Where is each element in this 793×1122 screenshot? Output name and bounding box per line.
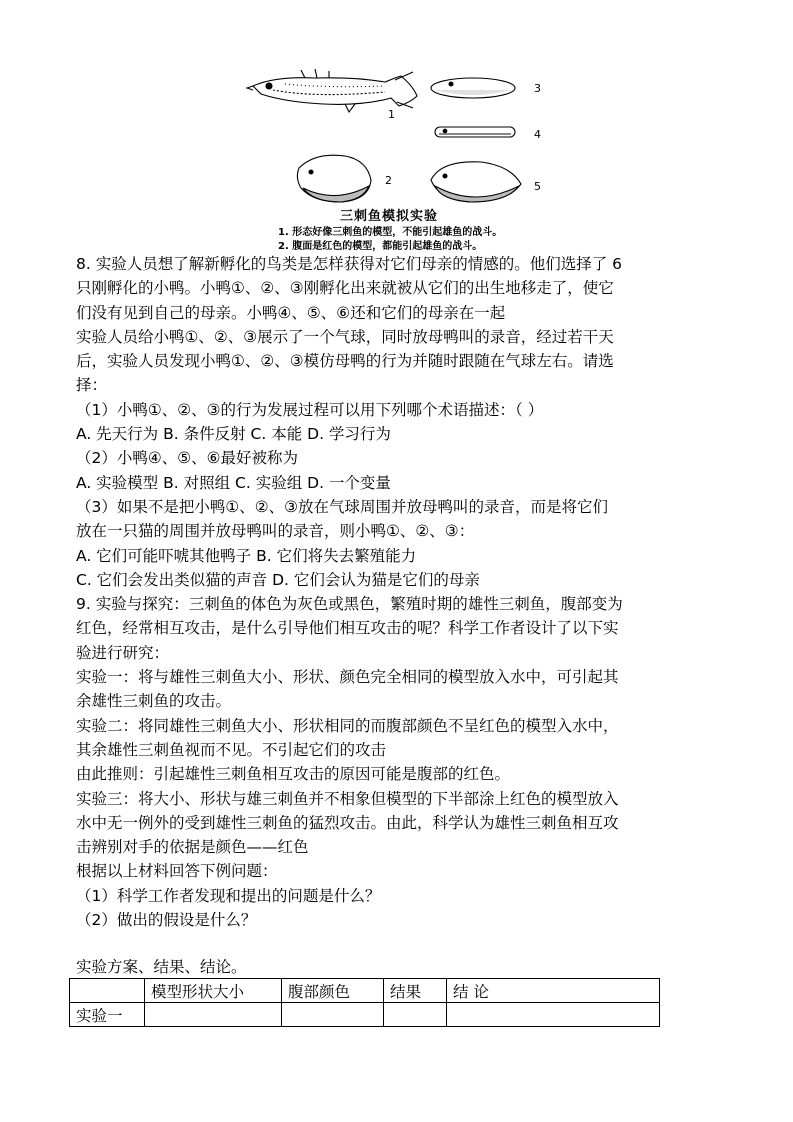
text-line: 击辨别对手的依据是颜色——红色 (76, 838, 309, 857)
text-line: 放在一只猫的周围并放母鸭叫的录音，则小鸭①、②、③： (76, 522, 475, 541)
text-line: 其余雄性三刺鱼视而不见。不引起它们的攻击 (76, 740, 387, 759)
realistic-fish-model (247, 69, 417, 112)
text-line: （1）科学工作者发现和提出的问题是什么？ (76, 886, 381, 905)
teardrop-model-5 (431, 162, 521, 202)
table-header-cell (70, 979, 145, 1003)
text-line: 实验人员给小鸭①、②、③展示了一个气球，同时放母鸭叫的录音，经过若干天 (76, 327, 614, 346)
text-line: A. 实验模型 B. 对照组 C. 实验组 D. 一个变量 (76, 473, 391, 492)
figure-label-2: 2 (385, 174, 392, 187)
text-line: 实验三：将大小、形状与雄三刺鱼并不相象但模型的下半部涂上红色的模型放入 (76, 789, 619, 808)
table-cell[interactable] (145, 1003, 282, 1027)
text-line: （3）如果不是把小鸭①、②、③放在气球周围并放母鸭叫的录音，而是将它们 (76, 497, 609, 516)
text-line: 红色，经常相互攻击，是什么引导他们相互攻击的呢？科学工作者设计了以下实 (76, 619, 619, 638)
text-line: 择： (76, 376, 108, 395)
table-header-cell: 结果 (384, 979, 447, 1003)
text-line: 8. 实验人员想了解新孵化的鸟类是怎样获得对它们母亲的情感的。他们选择了 6 (76, 255, 623, 273)
plan-intro-text: 实验方案、结果、结论。 (76, 958, 247, 976)
table-header-cell: 腹部颜色 (282, 979, 384, 1003)
table-cell[interactable] (447, 1003, 660, 1027)
figure-label-5: 5 (534, 180, 541, 193)
figure-caption-1: 1. 形态好像三刺鱼的模型，不能引起雄鱼的战斗。 (278, 227, 503, 238)
table-cell[interactable] (282, 1003, 384, 1027)
text-line: （2）小鸭④、⑤、⑥最好被称为 (76, 449, 299, 468)
table-row (70, 1003, 660, 1027)
figure-title: 三刺鱼模拟实验 (340, 209, 439, 224)
text-line: 由此推则：引起雄性三刺鱼相互攻击的原因可能是腹部的红色。 (76, 765, 511, 784)
experiment-plan-table (69, 978, 660, 1027)
figure-label-4: 4 (534, 128, 541, 141)
text-line: 实验一：将与雄性三刺鱼大小、形状、颜色完全相同的模型放入水中，可引起其 (76, 668, 619, 687)
figure-label-3: 3 (534, 82, 541, 95)
text-line: 验进行研究： (76, 643, 170, 662)
figure-label-1: 1 (388, 108, 395, 121)
text-line: 9. 实验与探究：三刺鱼的体色为灰色或黑色，繁殖时期的雄性三刺鱼，腹部变为 (76, 595, 623, 614)
text-line: 们没有见到自己的母亲。小鸭④、⑤、⑥还和它们的母亲在一起 (76, 303, 506, 322)
blob-model-2 (297, 155, 371, 202)
rod-model-4 (435, 127, 515, 137)
text-line: 余雄性三刺鱼的攻击。 (76, 692, 232, 711)
figure-caption-2: 2. 腹面是红色的模型，都能引起雄鱼的战斗。 (278, 241, 483, 252)
text-line: （2）做出的假设是什么？ (76, 911, 257, 930)
text-line: A. 先天行为 B. 条件反射 C. 本能 D. 学习行为 (76, 425, 391, 444)
fish-models-illustration (245, 68, 555, 208)
text-line: 水中无一例外的受到雄性三刺鱼的猛烈攻击。由此，科学认为雄性三刺鱼相互攻 (76, 813, 619, 832)
table-header-row (70, 979, 660, 1003)
text-line: A. 它们可能吓唬其他鸭子 B. 它们将失去繁殖能力 (76, 546, 417, 565)
text-line: C. 它们会发出类似猫的声音 D. 它们会认为猫是它们的母亲 (76, 570, 480, 589)
text-line: 根据以上材料回答下例问题： (76, 862, 278, 881)
table-header-cell: 结 论 (447, 979, 660, 1003)
table-cell[interactable] (384, 1003, 447, 1027)
text-line: 后，实验人员发现小鸭①、②、③模仿母鸭的行为并随时跟随在气球左右。请选 (76, 352, 614, 371)
table-header-cell: 模型形状大小 (145, 979, 282, 1003)
table-cell: 实验一 (70, 1003, 145, 1027)
plan-intro (76, 955, 716, 979)
text-line: 实验二：将同雄性三刺鱼大小、形状相同的而腹部颜色不呈红色的模型入水中， (76, 716, 619, 735)
text-line: （1）小鸭①、②、③的行为发展过程可以用下列哪个术语描述：（ ） (76, 400, 544, 419)
question-text (76, 252, 716, 932)
oval-model-3 (431, 78, 515, 98)
text-line: 只刚孵化的小鸭。小鸭①、②、③刚孵化出来就被从它们的出生地移走了，使它 (76, 279, 614, 298)
